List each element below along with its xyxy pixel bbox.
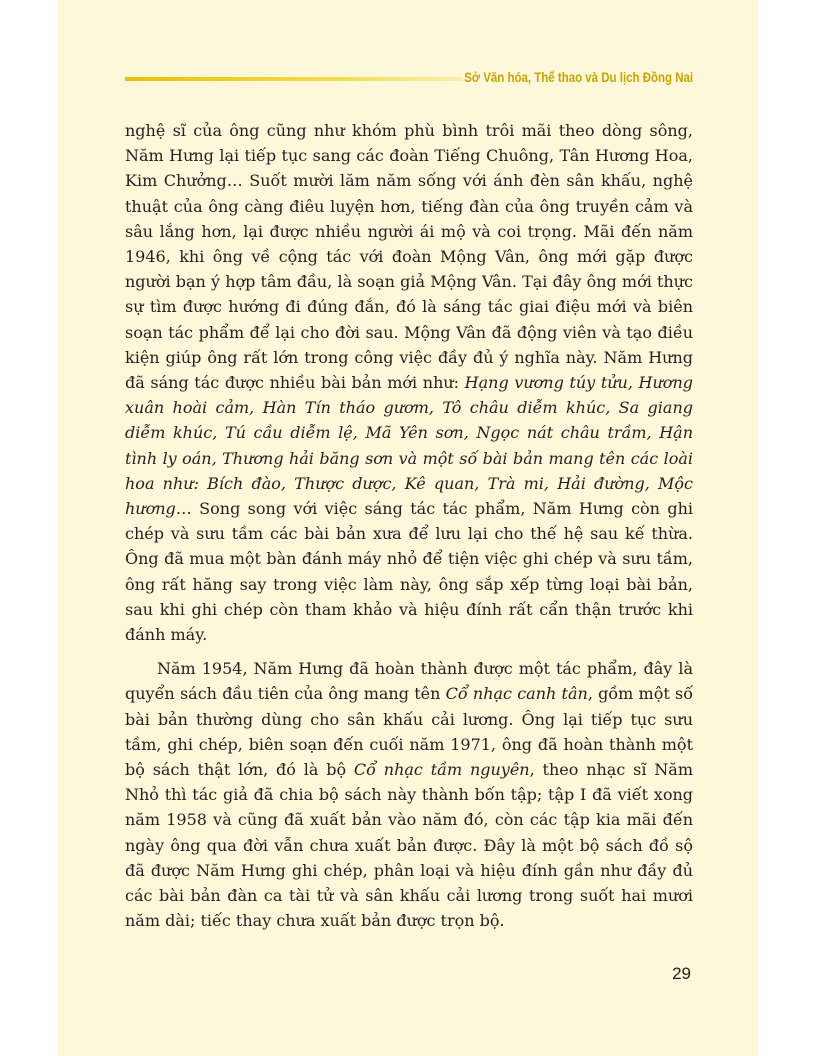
header-title: Sở Văn hóa, Thể thao và Du lịch Đồng Nai [464, 69, 693, 85]
paragraph-1-italic-a: Hạng vương túy tửu, Hương xuân hoài cảm, Hàn Tín tháo gươm, Tô châu diễm khúc, Sa giang diễm khúc, Tú cầu diễm lệ, Mã Yên sơn, Ngọc nát châu trầm, Hận tình ly oán, Thương hải băng sơn và một số bài bản mang tên các loài hoa như: Bích đào, Thược dược, Kê quan, Trà mi, Hải đường, Mộc hương… [125, 373, 693, 519]
header-rule [125, 77, 463, 81]
paragraph-2-text-b: , gồm một số bài bản thường dùng cho sân khấu cải lương. Ông lại tiếp tục sưu tầm, ghi chép, biên soạn đến cuối năm 1971, ông đã hoàn thành một bộ sách thật lớn, đó là bộ [125, 684, 694, 780]
paragraph-2 [125, 656, 693, 933]
paragraph-2-text-c: , theo nhạc sĩ Năm Nhỏ thì tác giả đã chia bộ sách này thành bốn tập; tập I đã viết xong năm 1958 và cũng đã xuất bản vào năm đó, còn các tập kia mãi đến ngày ông qua đời vẫn chưa xuất bản được. Đây là một bộ sách đồ sộ đã được Năm Hưng ghi chép, phân loại và hiệu đính gần như đầy đủ các bài bản đàn ca tài tử và sân khấu cải lương trong suốt hai mươi năm dài; tiếc thay chưa xuất bản được trọn bộ. [125, 760, 693, 931]
paragraph-1-text-b: Song song với việc sáng tác tác phẩm, Năm Hưng còn ghi chép và sưu tầm các bài bản xưa để lưu lại cho thế hệ sau kế thừa. Ông đã mua một bàn đánh máy nhỏ để tiện việc ghi chép và sưu tầm, ông rất hăng say trong việc làm này, ông sắp xếp từng loại bài bản, sau khi ghi chép còn tham khảo và hiệu đính rất cẩn thận trước khi đánh máy. [125, 499, 693, 645]
body-text [125, 118, 693, 934]
paragraph-2-italic-a: Cổ nhạc canh tân [445, 684, 588, 704]
page-number: 29 [672, 964, 691, 983]
paragraph-2-text-a: Năm 1954, Năm Hưng đã hoàn thành được một tác phẩm, đây là quyển sách đầu tiên của ông mang tên [125, 659, 693, 704]
paragraph-2-italic-b: Cổ nhạc tầm nguyên [353, 760, 530, 780]
running-header [125, 64, 693, 92]
paragraph-1-text-a: nghệ sĩ của ông cũng như khóm phù bình trôi mãi theo dòng sông, Năm Hưng lại tiếp tục sang các đoàn Tiếng Chuông, Tân Hương Hoa, Kim Chưởng… Suốt mười lăm năm sống với ánh đèn sân khấu, nghệ thuật của ông càng điêu luyện hơn, tiếng đàn của ông truyền cảm và sâu lắng hơn, lại được nhiều người ái mộ và coi trọng. Mãi đến năm 1946, khi ông về cộng tác với đoàn Mộng Vân, ông mới gặp được người bạn ý hợp tâm đầu, là soạn giả Mộng Vân. Tại đây ông mới thực sự tìm được hướng đi đúng đắn, đó là sáng tác giai điệu mới và biên soạn tác phẩm để lại cho đời sau. Mộng Vân đã động viên và tạo điều kiện giúp ông rất lớn trong công việc đầy đủ ý nghĩa này. Năm Hưng đã sáng tác được nhiều bài bản mới như: [125, 121, 693, 393]
paragraph-1 [125, 118, 693, 647]
